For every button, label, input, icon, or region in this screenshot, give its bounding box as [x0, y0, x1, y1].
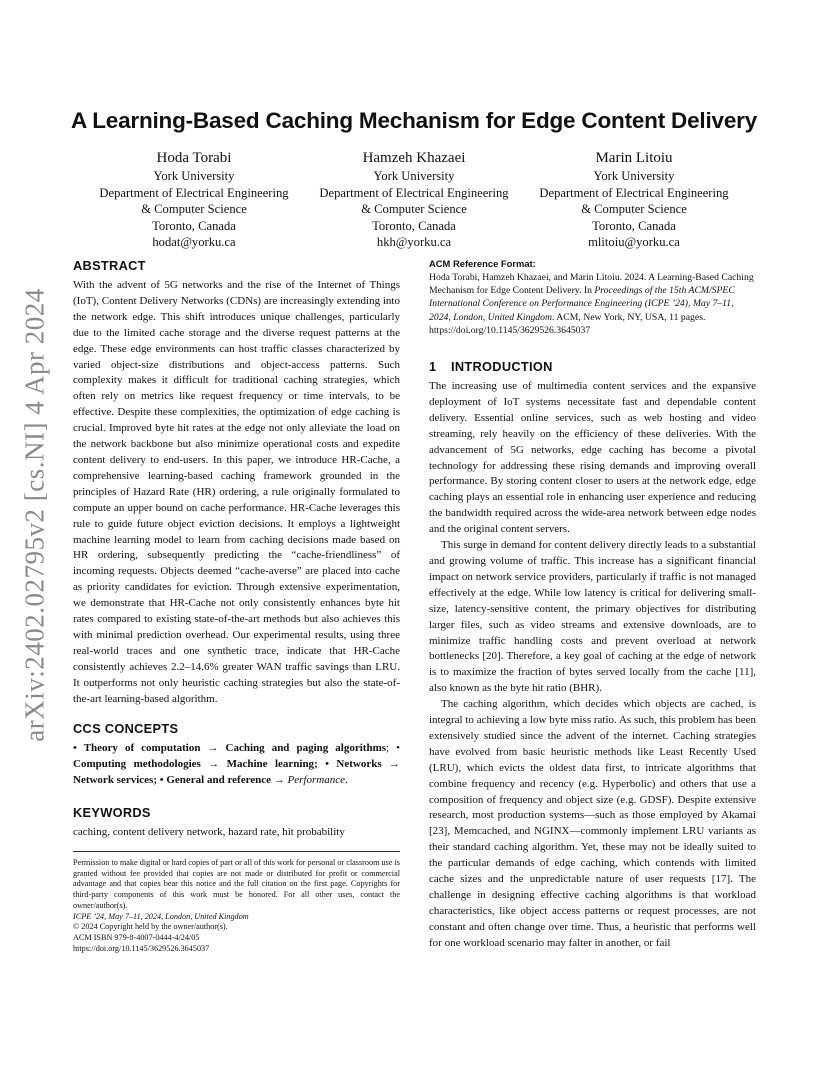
author-3 — [526, 148, 742, 251]
author-university: York University — [153, 169, 235, 183]
ccs-concept-2: Computing methodologies → Machine learning — [73, 758, 315, 771]
author-block — [86, 148, 742, 251]
conference-name: ICPE ’24, May 7–11, 2024, London, United Kingdom — [73, 911, 249, 921]
acm-reference-text — [429, 271, 756, 337]
abstract-text: With the advent of 5G networks and the rise of the Internet of Things (IoT), Content Delivery Networks (CDNs) are increasingly extending into the network edge. This shift introduces unique challenges, particularly due to the limited cache storage and the diverse request patterns at the edge. These edge environments can host traffic classes characterized by varied object-size distributions and object-access patterns. Such complexity makes it difficult for traditional caching strategies, which often rely on metrics like request frequency or time intervals, to be effective. Despite these complexities, the optimization of edge caching is crucial. Improved byte hit rates at the edge not only alleviate the load on the network backbone but also minimize operational costs and expedite content delivery to end-users. In this paper, we introduce HR-Cache, a comprehensive learning-based caching framework grounded in the principles of Hazard Rate (HR) ordering, a rule originally formulated to compute an upper bound on cache performance. HR-Cache leverages this rule to guide future object eviction decisions. It employs a lightweight machine learning model to learn from caching decisions made based on HR ordering, subsequently predicting the “cache-friendliness” of incoming requests. Objects deemed “cache-averse” are placed into cache as priority candidates for eviction. Through extensive experimentation, we demonstrate that HR-Cache not only consistently enhances byte hit rates compared to existing state-of-the-art methods but also achieves this with minimal prediction overhead. Our experimental results, using three real-world traces and one synthetic trace, indicate that HR-Cache consistently achieves 2.2–14.6% greater WAN traffic savings than LRU. It outperforms not only heuristic caching strategies but also the state-of-the-art learning-based algorithm. — [73, 279, 400, 705]
permission-notice: Permission to make digital or hard copies of part or all of this work for personal or classroom use is granted without fee provided that copies are not made or distributed for profit or commercial advantage and that copies bear this notice and the full citation on the first page. Copyrights for third-party components of this work must be honored. For all other uses, contact the owner/author(s). — [73, 858, 400, 910]
acm-reference-heading: ACM Reference Format: — [429, 258, 536, 269]
intro-paragraph-1: The increasing use of multimedia content services and the expansive deployment of IoT systems necessitate fast and dependable content delivery. Essential online services, such as web hosting and video streaming, rely heavily on the efficiency of these deliveries. With the advancement of 5G networks, edge caching has become a pivotal technology for addressing these rising demands and improving overall performance. By storing content closer to users at the network edge, edge caching plays an essential role in enhancing user experience and reducing the bandwidth required across the wide-area network between edge nodes and the original content servers. — [429, 380, 756, 536]
ccs-end: . — [344, 774, 348, 787]
acm-reference-venue: Proceedings of the 15th ACM/SPEC International Conference on Performance Engineering (ICPE ’24), May 7–11, 2024, London, United Kingdom — [429, 285, 735, 323]
section-title: INTRODUCTION — [451, 359, 553, 375]
ccs-separator: ; • General and reference → — [153, 774, 288, 787]
ccs-text — [73, 741, 400, 789]
author-department-2: & Computer Science — [141, 202, 247, 216]
left-column — [73, 258, 400, 841]
author-university: York University — [593, 169, 675, 183]
author-name: Hamzeh Khazaei — [362, 150, 466, 166]
author-department: Department of Electrical Engineering — [99, 185, 289, 200]
abstract-heading: ABSTRACT — [73, 258, 146, 273]
isbn-line: ACM ISBN 979-8-4007-0444-4/24/05 — [73, 932, 200, 942]
author-city: Toronto, Canada — [152, 218, 236, 233]
author-department-2: & Computer Science — [581, 202, 687, 216]
intro-paragraph-2: This surge in demand for content delivery directly leads to a substantial and growing volume of traffic. This increase has a significant financial impact on network service providers, particularly if traffic is not managed effectively at the edge. While low latency is critical for delivering small-size, latency-sensitive content, the primary objectives for distributing larger files, such as video streams and extensive downloads, are to minimize traffic handling costs and prevent overload at network bottlenecks [20]. Therefore, a key goal of caching at the edge of network is to maximize the fraction of bytes served locally from the cache [11], also known as the byte hit ratio (BHR). — [429, 539, 756, 695]
arxiv-stamp — [10, 288, 60, 742]
copyright-footnote — [73, 851, 400, 954]
paper-title: A Learning-Based Caching Mechanism for Edge Content Delivery — [70, 108, 758, 133]
ccs-separator: ; • — [386, 742, 400, 755]
introduction-heading — [429, 359, 756, 374]
ccs-heading: CCS CONCEPTS — [73, 721, 179, 737]
author-department: Department of Electrical Engineering — [539, 185, 729, 200]
keywords-heading: KEYWORDS — [73, 805, 151, 821]
author-email: hkh@yorku.ca — [376, 235, 452, 249]
intro-paragraph-3: The caching algorithm, which decides which objects are cached, is integral to achieving a low byte miss ratio. As such, this problem has been extensively studied since the advent of the internet. Caching strategies have evolved from basic heuristic methods like Least Recently Used (LRU), which evicts the oldest data first, to intricate algorithms that combine frequency and recency (e.g. Hyperbolic) and others that use a composition of frequency and object size (e.g. GDSF). Despite extensive research, most production systems—such as those employed by Akamai [23], Memcached, and NGINX—commonly implement LRU variants as their standard caching algorithm. Yet, these may not be ideally suited to the particular demands of edge caching, which contends with limited cache sizes and the unpredictable nature of user requests [17]. The challenge in designing effective caching algorithms is that workload characteristics, like object access patterns or request processes, are not constant and often change over time. Thus, a heuristic that performs well for one workload scenario may falter in another, or fail — [429, 698, 756, 949]
author-city: Toronto, Canada — [372, 218, 456, 233]
right-column — [429, 258, 756, 952]
author-email: hodat@yorku.ca — [152, 235, 236, 249]
keywords-text: caching, content delivery network, hazard rate, hit probability — [73, 826, 345, 839]
ccs-concept-1: • Theory of computation → Caching and paging algorithms — [73, 742, 387, 755]
author-name: Marin Litoiu — [595, 150, 673, 166]
copyright-line: © 2024 Copyright held by the owner/author(s). — [73, 922, 228, 932]
ccs-concept-3: → Network services — [73, 758, 401, 787]
author-city: Toronto, Canada — [592, 218, 676, 233]
ccs-separator: ; • Networks — [314, 758, 382, 771]
author-1 — [86, 148, 302, 251]
arxiv-stamp-text: arXiv:2402.02795v2 [cs.NI] 4 Apr 2024 — [19, 288, 50, 742]
acm-reference-citation: Hoda Torabi, Hamzeh Khazaei, and Marin Litoiu. 2024. A Learning-Based Caching Mechanism for Edge Content Delivery. In — [429, 272, 754, 297]
author-university: York University — [373, 169, 455, 183]
acm-reference-publisher: . ACM, New York, NY, USA, 11 pages. https://doi.org/10.1145/3629526.3645037 — [429, 311, 706, 336]
section-number: 1 — [429, 359, 437, 375]
author-email: mlitoiu@yorku.ca — [588, 235, 680, 249]
conference-line — [73, 912, 400, 923]
doi-link[interactable]: https://doi.org/10.1145/3629526.3645037 — [73, 943, 210, 953]
author-department: Department of Electrical Engineering — [319, 185, 509, 200]
ccs-concept-4: Performance — [287, 774, 345, 787]
author-2 — [306, 148, 522, 251]
author-department-2: & Computer Science — [361, 202, 467, 216]
author-name: Hoda Torabi — [156, 150, 232, 166]
